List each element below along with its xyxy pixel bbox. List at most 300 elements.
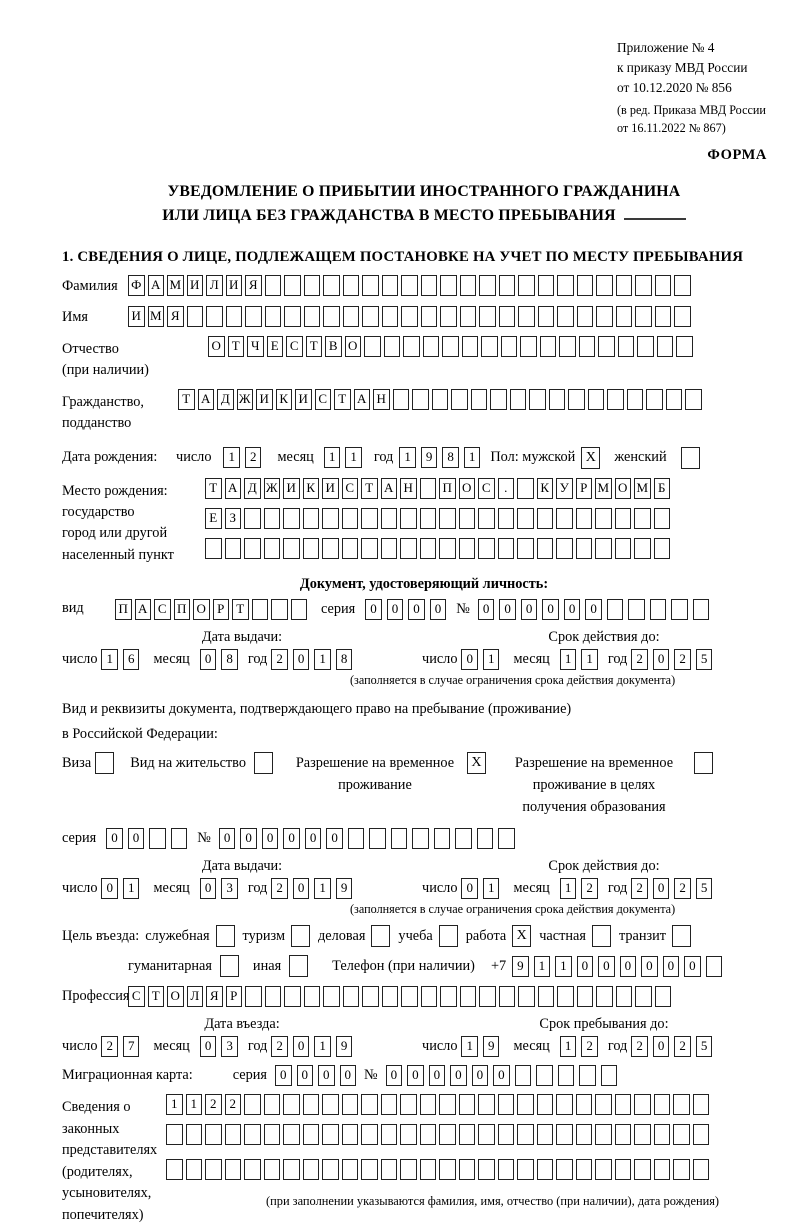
char-cell[interactable] bbox=[440, 275, 457, 296]
char-cell[interactable] bbox=[451, 389, 468, 410]
char-cell[interactable]: П bbox=[439, 478, 456, 499]
char-cell[interactable]: 1 bbox=[560, 878, 577, 899]
char-cell[interactable]: Т bbox=[361, 478, 378, 499]
char-cell[interactable]: 0 bbox=[478, 599, 495, 620]
char-cell[interactable] bbox=[342, 1124, 359, 1145]
char-cell[interactable] bbox=[517, 478, 534, 499]
char-cell[interactable]: Т bbox=[205, 478, 222, 499]
char-cell[interactable] bbox=[595, 538, 612, 559]
char-cell[interactable]: 0 bbox=[283, 828, 300, 849]
char-cell[interactable] bbox=[588, 389, 605, 410]
char-cell[interactable]: 1 bbox=[186, 1094, 203, 1115]
char-cell[interactable]: М bbox=[595, 478, 612, 499]
char-cell[interactable] bbox=[265, 275, 282, 296]
char-cell[interactable] bbox=[459, 1124, 476, 1145]
char-cell[interactable]: И bbox=[283, 478, 300, 499]
char-cell[interactable] bbox=[498, 1094, 515, 1115]
char-cell[interactable] bbox=[342, 538, 359, 559]
char-cell[interactable] bbox=[244, 1124, 261, 1145]
char-cell[interactable] bbox=[654, 508, 671, 529]
char-cell[interactable] bbox=[420, 1094, 437, 1115]
char-cell[interactable] bbox=[361, 1094, 378, 1115]
char-cell[interactable] bbox=[676, 336, 693, 357]
char-cell[interactable]: 2 bbox=[271, 878, 288, 899]
char-cell[interactable]: 3 bbox=[221, 878, 238, 899]
char-cell[interactable] bbox=[556, 538, 573, 559]
char-cell[interactable]: А bbox=[148, 275, 165, 296]
char-cell[interactable] bbox=[421, 306, 438, 327]
char-cell[interactable] bbox=[459, 508, 476, 529]
char-cell[interactable] bbox=[618, 336, 635, 357]
char-cell[interactable] bbox=[362, 306, 379, 327]
char-cell[interactable] bbox=[517, 538, 534, 559]
char-cell[interactable]: 0 bbox=[430, 599, 447, 620]
char-cell[interactable] bbox=[673, 1124, 690, 1145]
char-cell[interactable] bbox=[576, 1094, 593, 1115]
char-cell[interactable]: И bbox=[226, 275, 243, 296]
char-cell[interactable] bbox=[323, 306, 340, 327]
char-cell[interactable]: Я bbox=[206, 986, 223, 1007]
char-cell[interactable] bbox=[149, 828, 166, 849]
char-cell[interactable] bbox=[322, 538, 339, 559]
char-cell[interactable] bbox=[657, 336, 674, 357]
char-cell[interactable]: И bbox=[295, 389, 312, 410]
char-cell[interactable]: Н bbox=[400, 478, 417, 499]
char-cell[interactable] bbox=[596, 306, 613, 327]
char-cell[interactable] bbox=[205, 538, 222, 559]
char-cell[interactable] bbox=[479, 306, 496, 327]
char-cell[interactable]: 2 bbox=[271, 649, 288, 670]
char-cell[interactable]: 0 bbox=[461, 878, 478, 899]
char-cell[interactable]: 1 bbox=[314, 878, 331, 899]
char-cell[interactable]: И bbox=[322, 478, 339, 499]
char-cell[interactable] bbox=[517, 1094, 534, 1115]
char-cell[interactable]: С bbox=[154, 599, 171, 620]
char-cell[interactable] bbox=[264, 1094, 281, 1115]
char-cell[interactable] bbox=[343, 986, 360, 1007]
char-cell[interactable] bbox=[442, 336, 459, 357]
char-cell[interactable] bbox=[499, 306, 516, 327]
char-cell[interactable] bbox=[579, 1065, 596, 1086]
char-cell[interactable]: 0 bbox=[365, 599, 382, 620]
char-cell[interactable]: 0 bbox=[653, 1036, 670, 1057]
purpose-tourism-checkbox[interactable] bbox=[291, 925, 310, 947]
char-cell[interactable] bbox=[666, 389, 683, 410]
char-cell[interactable]: К bbox=[537, 478, 554, 499]
char-cell[interactable]: 2 bbox=[631, 649, 648, 670]
char-cell[interactable] bbox=[455, 828, 472, 849]
char-cell[interactable]: М bbox=[148, 306, 165, 327]
char-cell[interactable] bbox=[598, 336, 615, 357]
char-cell[interactable] bbox=[615, 538, 632, 559]
char-cell[interactable] bbox=[538, 986, 555, 1007]
char-cell[interactable]: 0 bbox=[200, 649, 217, 670]
char-cell[interactable]: И bbox=[256, 389, 273, 410]
char-cell[interactable]: 3 bbox=[221, 1036, 238, 1057]
char-cell[interactable]: 1 bbox=[560, 649, 577, 670]
char-cell[interactable]: С bbox=[128, 986, 145, 1007]
char-cell[interactable] bbox=[245, 306, 262, 327]
char-cell[interactable]: П bbox=[174, 599, 191, 620]
char-cell[interactable] bbox=[498, 508, 515, 529]
char-cell[interactable]: А bbox=[135, 599, 152, 620]
char-cell[interactable] bbox=[264, 538, 281, 559]
char-cell[interactable] bbox=[693, 1094, 710, 1115]
char-cell[interactable]: Р bbox=[576, 478, 593, 499]
char-cell[interactable] bbox=[615, 1124, 632, 1145]
char-cell[interactable]: З bbox=[225, 508, 242, 529]
char-cell[interactable] bbox=[412, 828, 429, 849]
char-cell[interactable]: 2 bbox=[245, 447, 262, 468]
char-cell[interactable]: О bbox=[208, 336, 225, 357]
char-cell[interactable]: 0 bbox=[450, 1065, 467, 1086]
char-cell[interactable]: 1 bbox=[166, 1094, 183, 1115]
purpose-private-checkbox[interactable] bbox=[592, 925, 611, 947]
char-cell[interactable] bbox=[420, 1124, 437, 1145]
char-cell[interactable] bbox=[271, 599, 288, 620]
char-cell[interactable]: Р bbox=[226, 986, 243, 1007]
char-cell[interactable] bbox=[510, 389, 527, 410]
char-cell[interactable]: 5 bbox=[696, 878, 713, 899]
char-cell[interactable] bbox=[342, 1094, 359, 1115]
char-cell[interactable] bbox=[303, 1124, 320, 1145]
char-cell[interactable]: 1 bbox=[534, 956, 551, 977]
char-cell[interactable]: В bbox=[325, 336, 342, 357]
char-cell[interactable]: 0 bbox=[219, 828, 236, 849]
char-cell[interactable] bbox=[616, 275, 633, 296]
char-cell[interactable] bbox=[401, 275, 418, 296]
char-cell[interactable] bbox=[498, 538, 515, 559]
char-cell[interactable]: 0 bbox=[429, 1065, 446, 1086]
char-cell[interactable]: 0 bbox=[305, 828, 322, 849]
char-cell[interactable]: 2 bbox=[225, 1094, 242, 1115]
char-cell[interactable] bbox=[549, 389, 566, 410]
char-cell[interactable] bbox=[459, 538, 476, 559]
char-cell[interactable] bbox=[577, 986, 594, 1007]
char-cell[interactable] bbox=[381, 508, 398, 529]
char-cell[interactable]: Т bbox=[306, 336, 323, 357]
char-cell[interactable] bbox=[498, 1124, 515, 1145]
char-cell[interactable] bbox=[187, 306, 204, 327]
char-cell[interactable] bbox=[362, 986, 379, 1007]
char-cell[interactable] bbox=[478, 508, 495, 529]
char-cell[interactable] bbox=[284, 986, 301, 1007]
char-cell[interactable]: 0 bbox=[653, 878, 670, 899]
char-cell[interactable]: Р bbox=[213, 599, 230, 620]
char-cell[interactable] bbox=[576, 538, 593, 559]
char-cell[interactable] bbox=[537, 538, 554, 559]
char-cell[interactable] bbox=[478, 1094, 495, 1115]
char-cell[interactable] bbox=[245, 986, 262, 1007]
char-cell[interactable]: 1 bbox=[560, 1036, 577, 1057]
char-cell[interactable]: Т bbox=[334, 389, 351, 410]
char-cell[interactable] bbox=[303, 1094, 320, 1115]
char-cell[interactable] bbox=[244, 508, 261, 529]
char-cell[interactable] bbox=[205, 1124, 222, 1145]
char-cell[interactable]: Н bbox=[373, 389, 390, 410]
char-cell[interactable] bbox=[252, 599, 269, 620]
char-cell[interactable]: 2 bbox=[271, 1036, 288, 1057]
char-cell[interactable] bbox=[264, 508, 281, 529]
char-cell[interactable]: 1 bbox=[483, 649, 500, 670]
char-cell[interactable]: Ж bbox=[264, 478, 281, 499]
char-cell[interactable]: 0 bbox=[101, 878, 118, 899]
char-cell[interactable]: 0 bbox=[653, 649, 670, 670]
char-cell[interactable] bbox=[538, 275, 555, 296]
char-cell[interactable] bbox=[607, 389, 624, 410]
char-cell[interactable] bbox=[479, 275, 496, 296]
char-cell[interactable] bbox=[646, 389, 663, 410]
char-cell[interactable] bbox=[499, 275, 516, 296]
char-cell[interactable]: 0 bbox=[240, 828, 257, 849]
char-cell[interactable] bbox=[460, 275, 477, 296]
char-cell[interactable]: 0 bbox=[521, 599, 538, 620]
char-cell[interactable] bbox=[225, 1124, 242, 1145]
char-cell[interactable]: С bbox=[478, 478, 495, 499]
char-cell[interactable]: М bbox=[167, 275, 184, 296]
char-cell[interactable] bbox=[627, 389, 644, 410]
char-cell[interactable]: Д bbox=[244, 478, 261, 499]
char-cell[interactable] bbox=[499, 986, 516, 1007]
char-cell[interactable]: О bbox=[459, 478, 476, 499]
char-cell[interactable] bbox=[206, 306, 223, 327]
char-cell[interactable] bbox=[322, 508, 339, 529]
char-cell[interactable] bbox=[439, 508, 456, 529]
char-cell[interactable]: 0 bbox=[387, 599, 404, 620]
char-cell[interactable] bbox=[322, 1094, 339, 1115]
purpose-official-checkbox[interactable] bbox=[216, 925, 235, 947]
char-cell[interactable] bbox=[420, 508, 437, 529]
char-cell[interactable] bbox=[391, 828, 408, 849]
char-cell[interactable] bbox=[439, 1094, 456, 1115]
char-cell[interactable] bbox=[343, 306, 360, 327]
temp-residence-education-checkbox[interactable] bbox=[694, 752, 713, 774]
char-cell[interactable]: 0 bbox=[585, 599, 602, 620]
char-cell[interactable]: Т bbox=[228, 336, 245, 357]
char-cell[interactable] bbox=[343, 275, 360, 296]
char-cell[interactable] bbox=[579, 336, 596, 357]
char-cell[interactable] bbox=[304, 275, 321, 296]
char-cell[interactable] bbox=[577, 275, 594, 296]
char-cell[interactable] bbox=[576, 1124, 593, 1145]
char-cell[interactable]: О bbox=[193, 599, 210, 620]
char-cell[interactable]: Е bbox=[205, 508, 222, 529]
char-cell[interactable]: 0 bbox=[293, 649, 310, 670]
char-cell[interactable]: 5 bbox=[696, 1036, 713, 1057]
char-cell[interactable] bbox=[322, 1124, 339, 1145]
char-cell[interactable] bbox=[439, 1124, 456, 1145]
char-cell[interactable] bbox=[674, 306, 691, 327]
char-cell[interactable] bbox=[634, 508, 651, 529]
char-cell[interactable] bbox=[568, 389, 585, 410]
char-cell[interactable]: Ж bbox=[237, 389, 254, 410]
char-cell[interactable] bbox=[403, 336, 420, 357]
char-cell[interactable]: 1 bbox=[223, 447, 240, 468]
char-cell[interactable] bbox=[226, 306, 243, 327]
char-cell[interactable] bbox=[655, 306, 672, 327]
char-cell[interactable]: 1 bbox=[324, 447, 341, 468]
purpose-study-checkbox[interactable] bbox=[439, 925, 458, 947]
char-cell[interactable] bbox=[420, 538, 437, 559]
char-cell[interactable] bbox=[477, 828, 494, 849]
char-cell[interactable]: М bbox=[634, 478, 651, 499]
char-cell[interactable] bbox=[283, 1124, 300, 1145]
char-cell[interactable]: А bbox=[354, 389, 371, 410]
char-cell[interactable]: 2 bbox=[674, 649, 691, 670]
char-cell[interactable] bbox=[615, 1094, 632, 1115]
char-cell[interactable]: 1 bbox=[314, 1036, 331, 1057]
char-cell[interactable]: 0 bbox=[461, 649, 478, 670]
char-cell[interactable]: Л bbox=[206, 275, 223, 296]
char-cell[interactable]: 9 bbox=[421, 447, 438, 468]
char-cell[interactable] bbox=[323, 986, 340, 1007]
char-cell[interactable] bbox=[556, 1094, 573, 1115]
char-cell[interactable]: 2 bbox=[631, 878, 648, 899]
char-cell[interactable] bbox=[517, 508, 534, 529]
char-cell[interactable] bbox=[637, 336, 654, 357]
char-cell[interactable] bbox=[432, 389, 449, 410]
char-cell[interactable] bbox=[401, 986, 418, 1007]
char-cell[interactable]: Т bbox=[148, 986, 165, 1007]
char-cell[interactable] bbox=[304, 986, 321, 1007]
char-cell[interactable] bbox=[382, 306, 399, 327]
char-cell[interactable] bbox=[671, 599, 688, 620]
char-cell[interactable]: 2 bbox=[631, 1036, 648, 1057]
char-cell[interactable] bbox=[556, 508, 573, 529]
char-cell[interactable]: 0 bbox=[641, 956, 658, 977]
char-cell[interactable] bbox=[537, 508, 554, 529]
char-cell[interactable]: Я bbox=[167, 306, 184, 327]
char-cell[interactable] bbox=[459, 1094, 476, 1115]
char-cell[interactable] bbox=[673, 1094, 690, 1115]
purpose-work-checkbox[interactable]: X bbox=[512, 925, 531, 947]
char-cell[interactable] bbox=[393, 389, 410, 410]
char-cell[interactable]: 0 bbox=[684, 956, 701, 977]
char-cell[interactable] bbox=[303, 538, 320, 559]
temp-residence-checkbox[interactable]: X bbox=[467, 752, 486, 774]
char-cell[interactable] bbox=[382, 275, 399, 296]
char-cell[interactable] bbox=[471, 389, 488, 410]
char-cell[interactable] bbox=[601, 1065, 618, 1086]
char-cell[interactable] bbox=[529, 389, 546, 410]
char-cell[interactable] bbox=[558, 1065, 575, 1086]
char-cell[interactable]: И bbox=[187, 275, 204, 296]
char-cell[interactable] bbox=[423, 336, 440, 357]
char-cell[interactable] bbox=[517, 1124, 534, 1145]
char-cell[interactable]: 0 bbox=[542, 599, 559, 620]
char-cell[interactable]: 1 bbox=[101, 649, 118, 670]
char-cell[interactable] bbox=[420, 478, 437, 499]
char-cell[interactable]: 1 bbox=[555, 956, 572, 977]
char-cell[interactable]: 2 bbox=[205, 1094, 222, 1115]
char-cell[interactable]: 0 bbox=[577, 956, 594, 977]
char-cell[interactable] bbox=[401, 306, 418, 327]
char-cell[interactable] bbox=[557, 986, 574, 1007]
char-cell[interactable] bbox=[323, 275, 340, 296]
char-cell[interactable] bbox=[518, 986, 535, 1007]
char-cell[interactable]: . bbox=[498, 478, 515, 499]
purpose-humanitarian-checkbox[interactable] bbox=[220, 955, 239, 977]
char-cell[interactable] bbox=[635, 275, 652, 296]
char-cell[interactable] bbox=[559, 336, 576, 357]
char-cell[interactable] bbox=[635, 306, 652, 327]
char-cell[interactable] bbox=[171, 828, 188, 849]
char-cell[interactable]: 9 bbox=[336, 1036, 353, 1057]
char-cell[interactable] bbox=[361, 508, 378, 529]
char-cell[interactable]: 0 bbox=[326, 828, 343, 849]
char-cell[interactable] bbox=[654, 1124, 671, 1145]
char-cell[interactable] bbox=[381, 1124, 398, 1145]
char-cell[interactable]: 0 bbox=[407, 1065, 424, 1086]
char-cell[interactable]: 1 bbox=[464, 447, 481, 468]
char-cell[interactable]: О bbox=[167, 986, 184, 1007]
char-cell[interactable] bbox=[283, 1094, 300, 1115]
char-cell[interactable] bbox=[384, 336, 401, 357]
char-cell[interactable] bbox=[706, 956, 723, 977]
residence-permit-checkbox[interactable] bbox=[254, 752, 273, 774]
char-cell[interactable]: 1 bbox=[399, 447, 416, 468]
char-cell[interactable]: 0 bbox=[340, 1065, 357, 1086]
char-cell[interactable]: 0 bbox=[200, 1036, 217, 1057]
char-cell[interactable]: 8 bbox=[442, 447, 459, 468]
char-cell[interactable]: С bbox=[342, 478, 359, 499]
char-cell[interactable]: П bbox=[115, 599, 132, 620]
char-cell[interactable]: Ч bbox=[247, 336, 264, 357]
char-cell[interactable]: О bbox=[345, 336, 362, 357]
char-cell[interactable] bbox=[537, 1124, 554, 1145]
char-cell[interactable]: К bbox=[276, 389, 293, 410]
char-cell[interactable] bbox=[654, 538, 671, 559]
char-cell[interactable]: Л bbox=[187, 986, 204, 1007]
char-cell[interactable]: У bbox=[556, 478, 573, 499]
char-cell[interactable]: 2 bbox=[581, 878, 598, 899]
char-cell[interactable] bbox=[655, 986, 672, 1007]
char-cell[interactable]: 0 bbox=[620, 956, 637, 977]
char-cell[interactable] bbox=[361, 538, 378, 559]
char-cell[interactable] bbox=[634, 538, 651, 559]
char-cell[interactable]: 1 bbox=[461, 1036, 478, 1057]
purpose-business-checkbox[interactable] bbox=[371, 925, 390, 947]
char-cell[interactable] bbox=[434, 828, 451, 849]
char-cell[interactable] bbox=[369, 828, 386, 849]
char-cell[interactable] bbox=[650, 599, 667, 620]
char-cell[interactable]: 0 bbox=[472, 1065, 489, 1086]
char-cell[interactable]: С bbox=[315, 389, 332, 410]
char-cell[interactable]: 0 bbox=[663, 956, 680, 977]
char-cell[interactable] bbox=[616, 306, 633, 327]
char-cell[interactable] bbox=[537, 1094, 554, 1115]
char-cell[interactable]: 1 bbox=[123, 878, 140, 899]
char-cell[interactable] bbox=[283, 538, 300, 559]
char-cell[interactable]: К bbox=[303, 478, 320, 499]
char-cell[interactable] bbox=[520, 336, 537, 357]
char-cell[interactable] bbox=[634, 1094, 651, 1115]
char-cell[interactable] bbox=[460, 986, 477, 1007]
char-cell[interactable] bbox=[654, 1094, 671, 1115]
char-cell[interactable] bbox=[577, 306, 594, 327]
char-cell[interactable] bbox=[490, 389, 507, 410]
char-cell[interactable] bbox=[244, 1094, 261, 1115]
char-cell[interactable] bbox=[596, 275, 613, 296]
char-cell[interactable] bbox=[186, 1124, 203, 1145]
char-cell[interactable]: С bbox=[286, 336, 303, 357]
purpose-transit-checkbox[interactable] bbox=[672, 925, 691, 947]
char-cell[interactable]: Т bbox=[178, 389, 195, 410]
char-cell[interactable]: 0 bbox=[386, 1065, 403, 1086]
char-cell[interactable] bbox=[381, 538, 398, 559]
char-cell[interactable] bbox=[536, 1065, 553, 1086]
purpose-other-checkbox[interactable] bbox=[289, 955, 308, 977]
